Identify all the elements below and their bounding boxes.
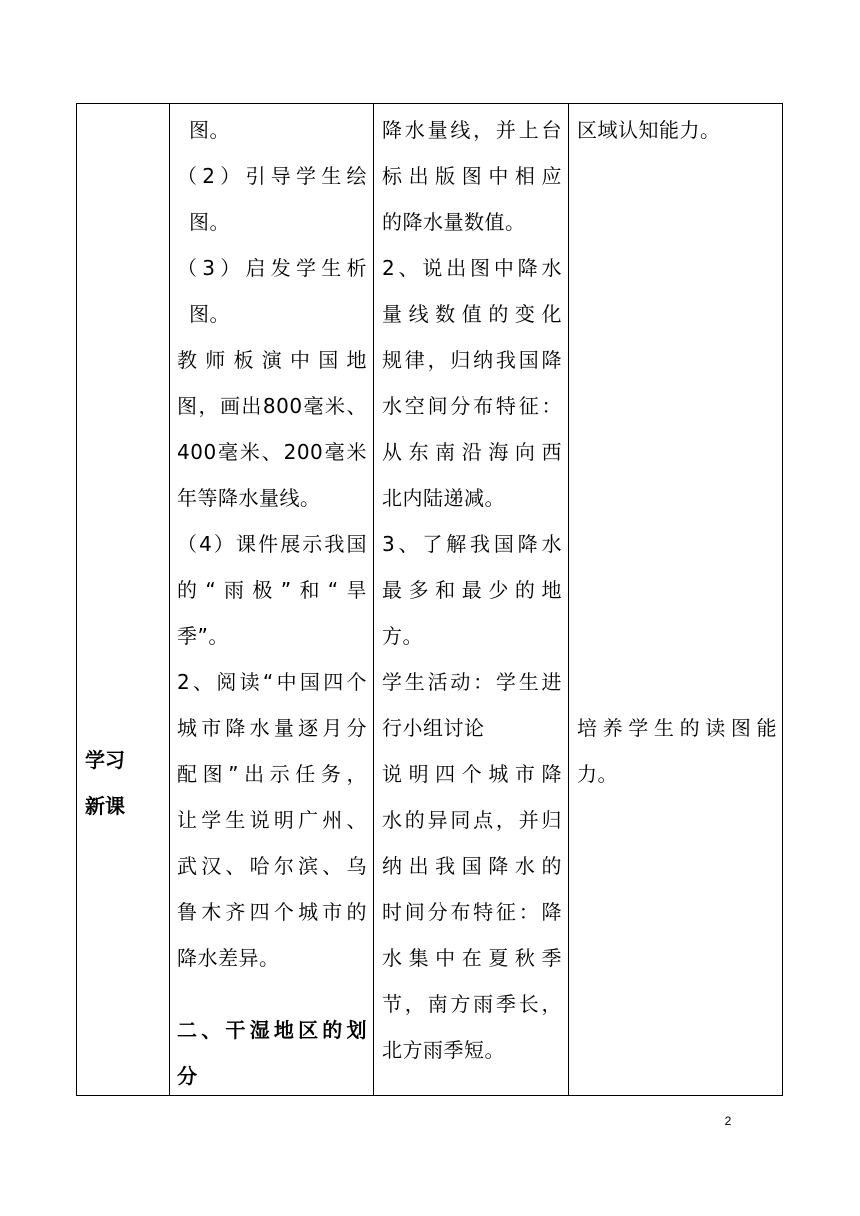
teacher-line: 降水差异。: [177, 946, 280, 970]
student-line: 从东南沿海向西: [382, 440, 562, 464]
teacher-line: 配图”出示任务，: [177, 762, 367, 786]
student-line: 学生活动：学生进: [382, 670, 562, 694]
student-line: 北方雨季短。: [382, 1038, 505, 1062]
teacher-line: （2）引导学生绘: [177, 164, 367, 188]
intent-line: 区域认知能力。: [577, 118, 721, 142]
section-heading: 二、干湿地区的划: [177, 1018, 367, 1042]
student-line: 标出版图中相应: [382, 164, 562, 188]
student-line: 行小组讨论: [382, 716, 485, 740]
row-label-line: 学习: [85, 748, 125, 772]
student-line: 2、说出图中降水: [382, 256, 562, 280]
student-line: 水的异同点，并归: [382, 808, 562, 832]
teacher-line: 图。: [189, 118, 230, 142]
lesson-plan-table: [76, 103, 783, 1096]
student-line: 3、了解我国降水: [382, 532, 562, 556]
teacher-line: 鲁木齐四个城市的: [177, 900, 367, 924]
teacher-line: （4）课件展示我国: [177, 532, 367, 556]
column-divider: [169, 104, 170, 1095]
teacher-line: 武汉、哈尔滨、乌: [177, 854, 367, 878]
column-divider: [568, 104, 569, 1095]
teacher-activity-cell: [177, 104, 367, 1095]
row-label-line: 新课: [85, 794, 125, 818]
student-line: 的降水量数值。: [382, 210, 526, 234]
teacher-line: 的“雨极”和“旱: [177, 578, 367, 602]
student-line: 说明四个城市降: [382, 762, 562, 786]
student-line: 量线数值的变化: [382, 302, 562, 326]
teacher-line: 图，画出800毫米、: [177, 394, 367, 418]
intent-line: 力。: [577, 762, 618, 786]
student-line: 降水量线，并上台: [382, 118, 562, 142]
section-heading: 分: [177, 1064, 198, 1088]
design-intent-cell: [577, 104, 777, 1095]
teacher-line: 季”。: [177, 624, 229, 648]
intent-line: 培养学生的读图能: [577, 716, 777, 740]
student-activity-cell: [382, 104, 562, 1095]
column-divider: [373, 104, 374, 1095]
student-line: 水集中在夏秋季: [382, 946, 562, 970]
teacher-line: 2、阅读“中国四个: [177, 670, 367, 694]
student-line: 北内陆递减。: [382, 486, 505, 510]
teacher-line: 城市降水量逐月分: [177, 716, 367, 740]
student-line: 纳出我国降水的: [382, 854, 562, 878]
teacher-line: 图。: [189, 210, 230, 234]
student-line: 节，南方雨季长，: [382, 992, 562, 1016]
student-line: 水空间分布特征：: [382, 394, 562, 418]
teacher-line: （3）启发学生析: [177, 256, 367, 280]
teacher-line: 年等降水量线。: [177, 486, 321, 510]
row-label-cell: [77, 104, 169, 1095]
teacher-line: 图。: [189, 302, 230, 326]
student-line: 最多和最少的地: [382, 578, 562, 602]
teacher-line: 让学生说明广州、: [177, 808, 367, 832]
student-line: 时间分布特征：降: [382, 900, 562, 924]
student-line: 规律，归纳我国降: [382, 348, 562, 372]
teacher-line: 400毫米、200毫米: [177, 440, 367, 464]
student-line: 方。: [382, 624, 423, 648]
page-number: 2: [724, 1114, 732, 1128]
teacher-line: 教师板演中国地: [177, 348, 367, 372]
